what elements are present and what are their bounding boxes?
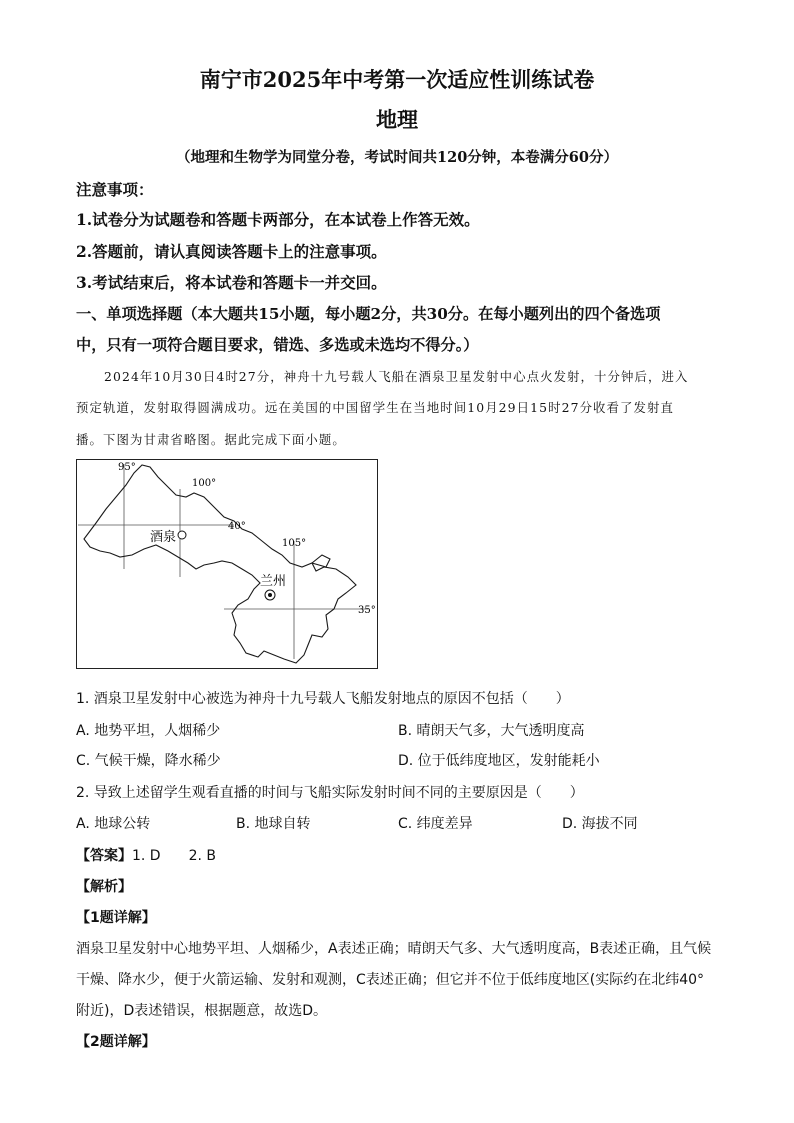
city-label-jiuquan: 酒泉 <box>150 530 177 545</box>
passage-line: 播。下图为甘肃省略图。据此完成下面小题。 <box>76 432 346 447</box>
q1-detail-line: 干燥、降水少，便于火箭运输、发射和观测，C表述正确；但它并不位于低纬度地区(实际约在北纬40° <box>76 972 705 988</box>
exam-title: 南宁市2025年中考第一次适应性训练试卷 <box>199 67 595 92</box>
question-1-option-b[interactable]: B. 晴朗天气多，大气透明度高 <box>398 723 585 739</box>
notice-item: 3.考试结束后，将本试卷和答题卡一并交回。 <box>76 273 387 292</box>
passage-line: 2024年10月30日4时27分，神舟十九号载人飞船在酒泉卫星发射中心点火发射，十分钟后，进入 <box>104 369 689 384</box>
exam-note: （地理和生物学为同堂分卷，考试时间共120分钟，本卷满分60分） <box>176 149 618 166</box>
answer-line <box>76 845 216 865</box>
q2-detail-heading: 【2题详解】 <box>76 1034 156 1050</box>
lat-label-35: 35° <box>358 605 376 616</box>
lanzhou-marker-dot <box>268 593 272 597</box>
section-instructions-line2: 中，只有一项符合题目要求，错选、多选或未选均不得分。） <box>76 336 479 354</box>
question-1-stem: 1. 酒泉卫星发射中心被选为神舟十九号载人飞船发射地点的原因不包括（ ） <box>76 691 570 707</box>
lon-label-100: 100° <box>192 478 217 489</box>
section-instructions-line1: 一、单项选择题（本大题共15小题，每小题2分，共30分。在每小题列出的四个备选项 <box>76 305 661 323</box>
answer-label: 【答案】 <box>76 848 132 864</box>
jiuquan-marker <box>178 531 186 539</box>
q1-detail-line: 附近)，D表述错误，根据题意，故选D。 <box>76 1003 328 1019</box>
passage-line: 预定轨道，发射取得圆满成功。远在美国的中国留学生在当地时间10月29日15时27分收看了发射直 <box>76 400 674 415</box>
question-1-option-a[interactable]: A. 地势平坦，人烟稀少 <box>76 723 221 739</box>
answer-text: 1. D 2. B <box>132 848 216 864</box>
subject-title: 地理 <box>376 107 418 132</box>
lon-label-95: 95° <box>118 462 136 473</box>
lon-label-105: 105° <box>282 538 307 549</box>
question-2-stem: 2. 导致上述留学生观看直播的时间与飞船实际发射时间不同的主要原因是（ ） <box>76 785 584 801</box>
notice-heading: 注意事项： <box>76 180 154 199</box>
gansu-map <box>76 459 378 669</box>
notice-item: 1.试卷分为试题卷和答题卡两部分，在本试卷上作答无效。 <box>76 210 480 229</box>
question-2-option-a[interactable]: A. 地球公转 <box>76 816 151 832</box>
city-label-lanzhou: 兰州 <box>260 574 287 589</box>
question-1-option-d[interactable]: D. 位于低纬度地区，发射能耗小 <box>398 753 600 769</box>
question-2-option-b[interactable]: B. 地球自转 <box>236 816 311 832</box>
question-2-option-d[interactable]: D. 海拔不同 <box>562 816 638 832</box>
notice-item: 2.答题前，请认真阅读答题卡上的注意事项。 <box>76 242 387 261</box>
lat-label-40: 40° <box>228 521 246 532</box>
q1-detail-heading: 【1题详解】 <box>76 910 156 926</box>
question-2-option-c[interactable]: C. 纬度差异 <box>398 816 473 832</box>
question-1-option-c[interactable]: C. 气候干燥，降水稀少 <box>76 753 221 769</box>
q1-detail-line: 酒泉卫星发射中心地势平坦、人烟稀少，A表述正确；晴朗天气多、大气透明度高，B表述正确，且气候 <box>76 941 712 957</box>
analysis-label: 【解析】 <box>76 879 132 895</box>
